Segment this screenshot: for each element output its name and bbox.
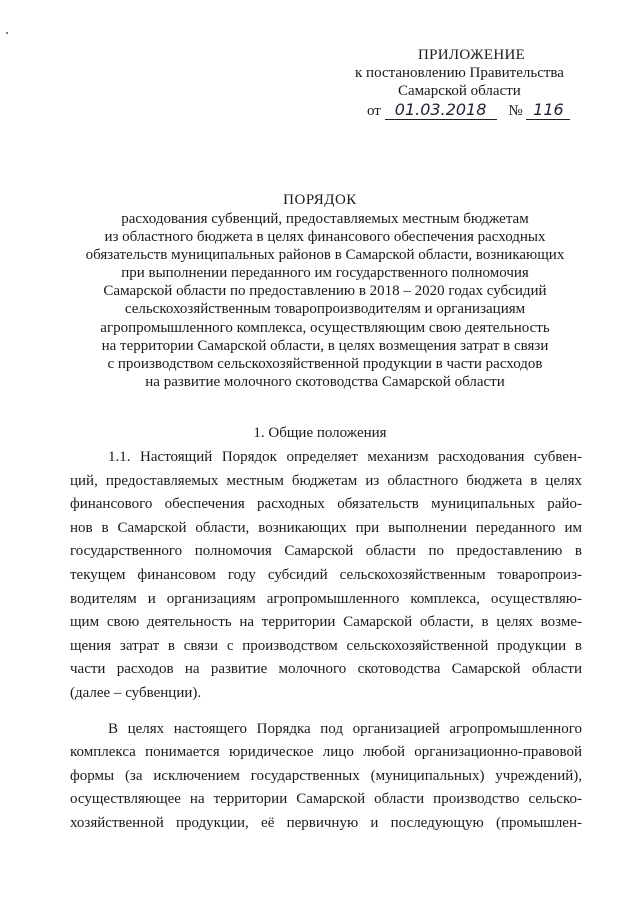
appendix-region-line: Самарской области bbox=[398, 83, 521, 99]
document-title: ПОРЯДОК bbox=[283, 192, 357, 208]
paragraph-line: (далее – субвенции). bbox=[70, 684, 202, 701]
number-value: 116 bbox=[533, 100, 564, 119]
subtitle-line: с производством сельскохозяйственной продукции в части расходов bbox=[107, 355, 543, 372]
number-field bbox=[526, 102, 570, 120]
paragraph-line: комплекса понимается юридическое лицо любой организационно-правовой bbox=[70, 744, 582, 761]
paragraph-line: осуществляющее на территории Самарской области производство сельско- bbox=[70, 791, 582, 808]
paragraph-line: нов в Самарской области, возникающих при выполнении переданного им bbox=[70, 519, 582, 536]
section-heading: 1. Общие положения bbox=[253, 425, 387, 441]
paragraph-line: текущем финансовом году субсидий сельскохозяйственным товаропроиз- bbox=[70, 566, 582, 583]
paragraph-line: государственного полномочия Самарской области по предоставлению в bbox=[70, 543, 582, 560]
date-prefix: от bbox=[367, 103, 381, 119]
subtitle-line: обязательств муниципальных районов в Самарской области, возникающих bbox=[85, 247, 565, 264]
paragraph-line: формы (за исключением государственных (муниципальных) учреждений), bbox=[70, 767, 582, 784]
appendix-title: ПРИЛОЖЕНИЕ bbox=[418, 47, 526, 63]
subtitle-line: агропромышленного комплекса, осуществляющим свою деятельность bbox=[100, 319, 550, 336]
subtitle-line: расходования субвенций, предоставляемых местным бюджетам bbox=[121, 211, 529, 227]
subtitle-line: из областного бюджета в целях финансового обеспечения расходных bbox=[104, 229, 546, 246]
subtitle-line: при выполнении переданного им государственного полномочия bbox=[121, 265, 529, 282]
paragraph-line: щим свою деятельность на территории Самарской области, в целях возме- bbox=[70, 614, 582, 631]
paragraph-line: части расходов на развитие молочного скотоводства Самарской области bbox=[70, 661, 582, 678]
scan-speck bbox=[6, 32, 8, 34]
paragraph-line: 1.1. Настоящий Порядок определяет механизм расходования субвен- bbox=[108, 449, 582, 465]
subtitle-line: Самарской области по предоставлению в 2018 – 2020 годах субсидий bbox=[103, 283, 547, 300]
paragraph-line: финансового обеспечения расходных обязательств муниципальных райо- bbox=[70, 496, 582, 513]
paragraph-line: щения затрат в связи с производством сельскохозяйственной продукции в bbox=[70, 637, 582, 654]
paragraph-line: В целях настоящего Порядка под организацией агропромышленного bbox=[108, 720, 582, 737]
paragraph-line: ций, предоставляемых местным бюджетам из областного бюджета в целях bbox=[70, 472, 582, 489]
appendix-resolution-line: к постановлению Правительства bbox=[355, 65, 564, 81]
subtitle-line: сельскохозяйственным товаропроизводителям и организациям bbox=[124, 301, 526, 318]
date-value: 01.03.2018 bbox=[394, 100, 487, 119]
paragraph-line: хозяйственной продукции, её первичную и последующую (промышлен- bbox=[70, 814, 582, 831]
subtitle-line: на развитие молочного скотоводства Самарской области bbox=[145, 373, 505, 390]
paragraph-line: водителям и организациям агропромышленного комплекса, осуществляю- bbox=[70, 590, 582, 607]
document-body bbox=[70, 446, 582, 836]
number-prefix: № bbox=[508, 103, 523, 119]
document-subtitle bbox=[80, 210, 570, 391]
appendix-date-number-row bbox=[367, 102, 570, 120]
date-field bbox=[385, 102, 497, 120]
subtitle-line: на территории Самарской области, в целях возмещения затрат в связи bbox=[101, 337, 549, 354]
